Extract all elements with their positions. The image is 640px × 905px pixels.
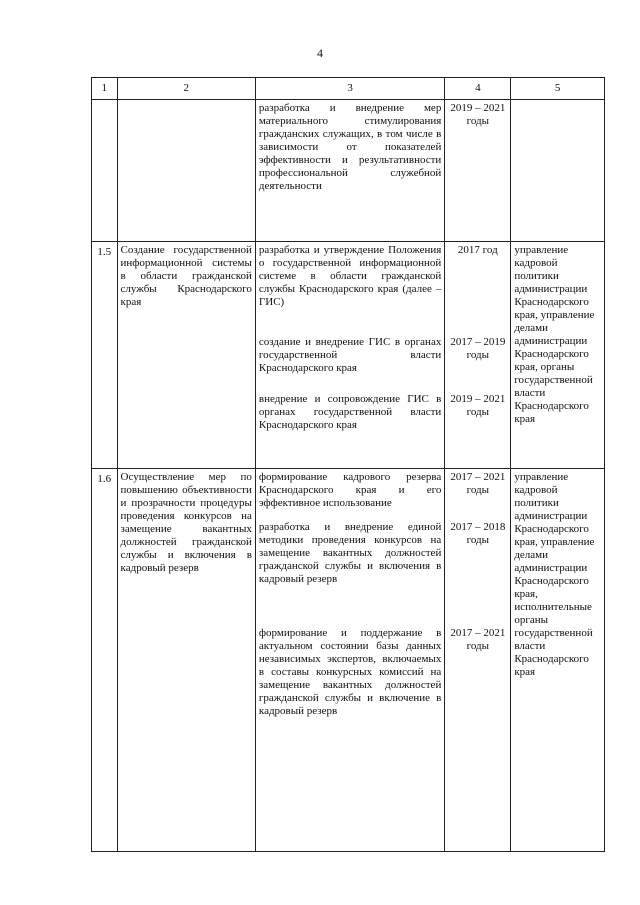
activity-term: 2017 – 2021 годы (450, 471, 506, 496)
activity-term: 2019 – 2021 годы (450, 393, 506, 418)
row-activities (255, 242, 444, 469)
header-col-5: 5 (511, 78, 605, 100)
activity-term: 2017 – 2019 годы (450, 336, 506, 361)
page-number: 4 (317, 46, 323, 60)
activity-text: формирование кадрового резерва Краснодарского края и его эффективное использование (258, 471, 442, 509)
header-col-4: 4 (445, 78, 511, 100)
row-terms (445, 100, 511, 242)
row-number: 1.5 (92, 242, 118, 469)
activity-text: формирование и поддержание в актуальном состоянии базы данных независимых экспертов, включаемых в составы конкурсных комиссий на замещение вакантных должностей гражданской службы и включение в кадровый резерв (258, 627, 442, 717)
row-name (117, 100, 255, 242)
activity-text: разработка и внедрение единой методики проведения конкурсов на замещение вакантных должностей гражданской службы и включения в кадровый резерв (258, 521, 442, 585)
table-row (92, 242, 605, 469)
activity-term: 2017 год (457, 244, 498, 256)
table-row (92, 100, 605, 242)
row-number: 1.6 (92, 469, 118, 852)
row-responsible (511, 100, 605, 242)
activities-table (91, 77, 605, 852)
activity-text: разработка и утверждение Положения о государственной информационной системе в области гражданской службы Краснодарского края (далее – ГИС) (258, 244, 442, 308)
activity-term: 2017 – 2018 годы (450, 521, 506, 546)
activity-text: внедрение и сопровождение ГИС в органах государственной власти Краснодарского края (258, 393, 442, 431)
row-name: Создание государственной информационной системы в области гражданской службы Краснодарского края (117, 242, 255, 469)
row-name: Осуществление мер по повышению объективности и прозрачности процедуры проведения конкурсов на замещение вакантных должностей гражданской службы и включения в кадровый резерв (117, 469, 255, 852)
table-row (92, 469, 605, 852)
activity-term: 2017 – 2021 годы (450, 627, 506, 652)
table-header-row (92, 78, 605, 100)
activity-text: создание и внедрение ГИС в органах государственной власти Краснодарского края (258, 336, 442, 374)
header-col-3: 3 (255, 78, 444, 100)
header-col-2: 2 (117, 78, 255, 100)
header-col-1: 1 (92, 78, 118, 100)
activity-term: 2019 – 2021 годы (450, 102, 506, 127)
activity-text: разработка и внедрение мер материального стимулирования гражданских служащих, в том числе в зависимости от показателей эффективности и результативности профессиональной служебной деятельности (258, 102, 442, 192)
row-activities (255, 100, 444, 242)
row-responsible: управление кадровой политики администрации Краснодарского края, управление делами администрации Краснодарского края, органы государственной власти Краснодарского края (511, 242, 605, 469)
row-terms (445, 242, 511, 469)
row-responsible: управление кадровой политики администрации Краснодарского края, управление делами администрации Краснодарского края, исполнительные органы государственной власти Краснодарского края (511, 469, 605, 852)
row-number (92, 100, 118, 242)
row-activities (255, 469, 444, 852)
row-terms (445, 469, 511, 852)
